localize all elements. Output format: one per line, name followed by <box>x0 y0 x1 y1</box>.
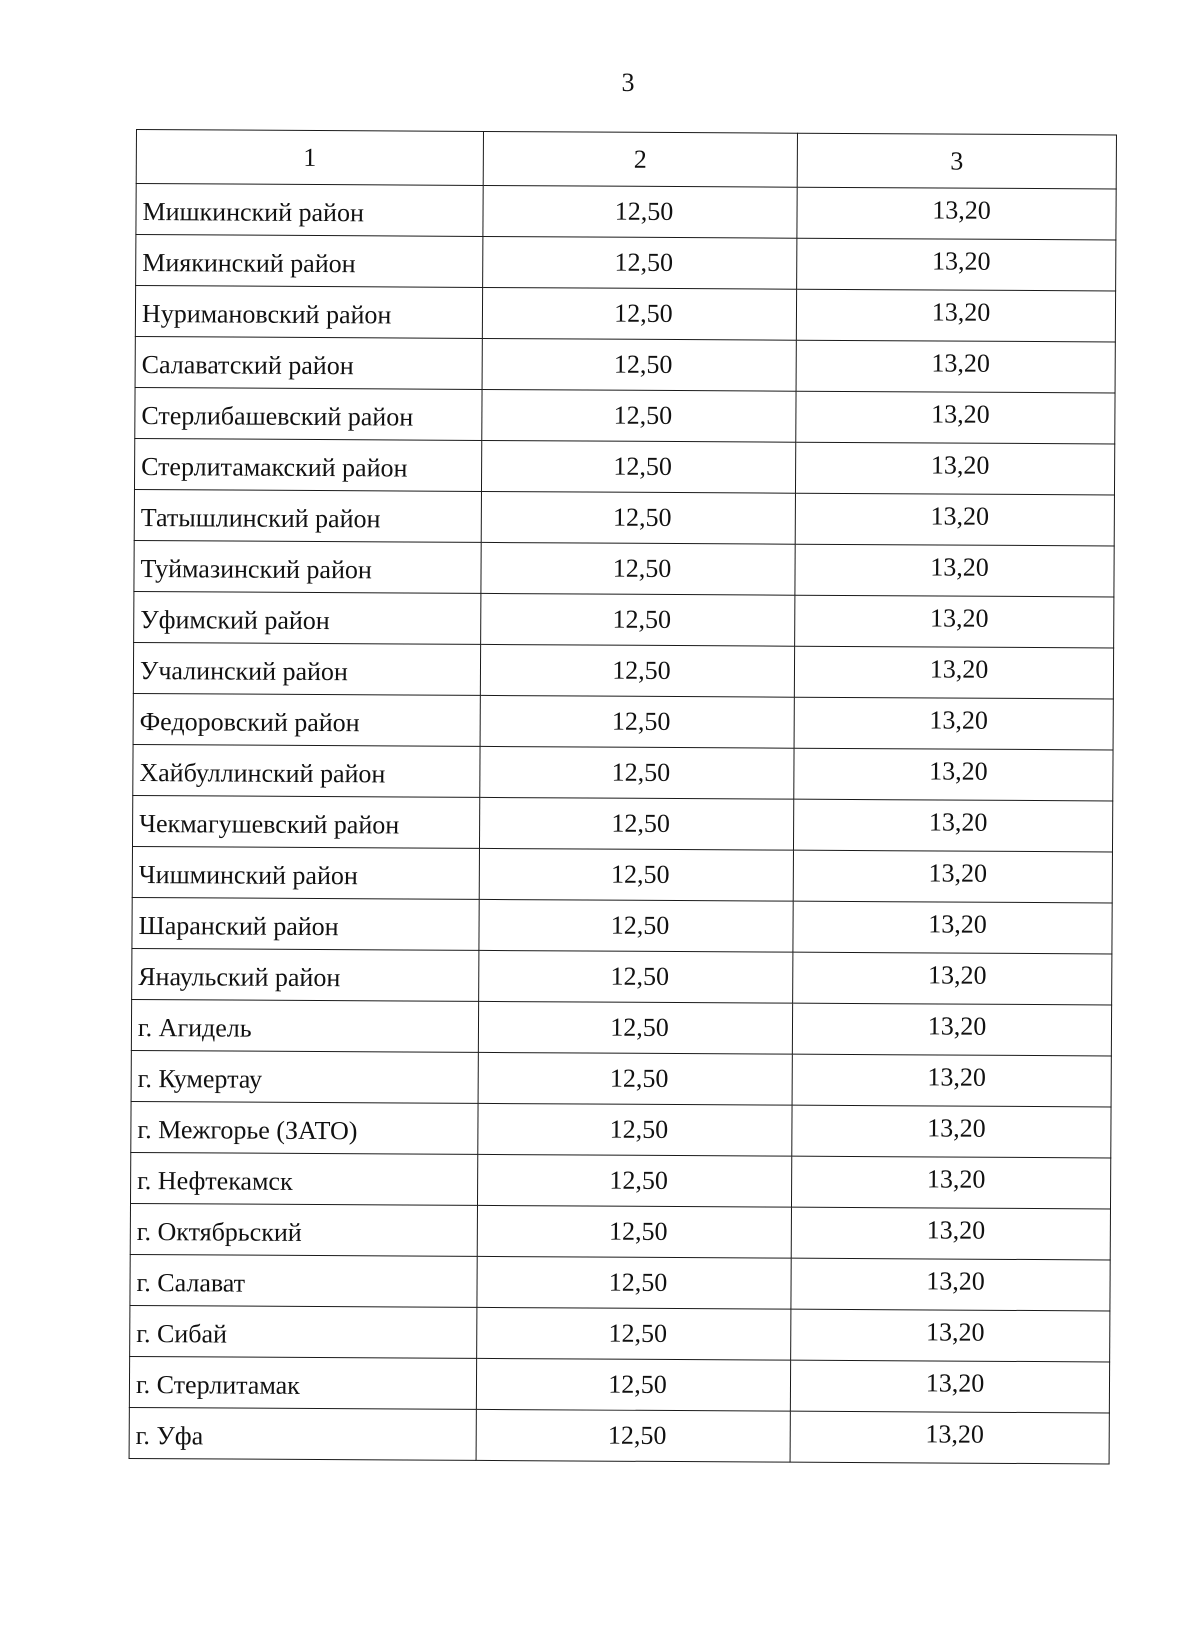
column-2-value-cell: 12,50 <box>478 1103 792 1156</box>
table-row <box>130 1305 1110 1361</box>
column-2-value-cell: 12,50 <box>482 389 796 442</box>
table-row <box>134 438 1114 494</box>
column-header-3: 3 <box>797 133 1116 189</box>
table-row <box>135 336 1115 392</box>
territory-name-cell: г. Кумертау <box>131 1050 478 1103</box>
column-2-value-cell: 12,50 <box>479 848 793 901</box>
territory-name-cell: г. Салават <box>130 1254 477 1307</box>
table-row <box>132 948 1112 1004</box>
column-2-value-cell: 12,50 <box>481 440 795 493</box>
column-2-value-cell: 12,50 <box>477 1307 791 1360</box>
column-3-value-cell: 13,20 <box>793 901 1112 954</box>
territory-name-cell: г. Октябрьский <box>130 1203 477 1256</box>
territory-name-cell: г. Стерлитамак <box>129 1356 476 1409</box>
territory-name-cell: Федоровский район <box>133 693 480 746</box>
column-3-value-cell: 13,20 <box>793 952 1112 1005</box>
territory-name-cell: Стерлибашевский район <box>135 387 482 440</box>
table-body <box>129 184 1116 1464</box>
table-row <box>130 1203 1110 1259</box>
column-3-value-cell: 13,20 <box>794 646 1113 699</box>
column-2-value-cell: 12,50 <box>476 1409 790 1462</box>
table-row <box>134 591 1114 647</box>
territory-name-cell: Стерлитамакский район <box>134 438 481 491</box>
column-3-value-cell: 13,20 <box>792 1003 1111 1056</box>
table-row <box>135 286 1115 342</box>
table-row <box>135 387 1115 443</box>
territory-name-cell: Туймазинский район <box>134 540 481 593</box>
data-table <box>129 129 1117 1464</box>
column-2-value-cell: 12,50 <box>477 1205 791 1258</box>
column-2-value-cell: 12,50 <box>483 236 797 289</box>
column-2-value-cell: 12,50 <box>478 1052 792 1105</box>
table-row <box>136 184 1116 240</box>
column-2-value-cell: 12,50 <box>479 950 793 1003</box>
column-3-value-cell: 13,20 <box>792 1054 1111 1107</box>
table-row <box>132 897 1112 953</box>
territory-name-cell: г. Нефтекамск <box>130 1152 477 1205</box>
column-3-value-cell: 13,20 <box>796 289 1115 342</box>
table-row <box>133 744 1113 800</box>
table-row <box>133 642 1113 698</box>
table-row <box>131 1101 1111 1157</box>
table-container <box>129 129 1116 1464</box>
column-3-value-cell: 13,20 <box>791 1258 1110 1311</box>
column-3-value-cell: 13,20 <box>793 850 1112 903</box>
column-2-value-cell: 12,50 <box>481 491 795 544</box>
territory-name-cell: Янаульский район <box>132 948 479 1001</box>
column-2-value-cell: 12,50 <box>480 644 794 697</box>
column-3-value-cell: 13,20 <box>792 1105 1111 1158</box>
column-2-value-cell: 12,50 <box>480 695 794 748</box>
table-row <box>130 1152 1110 1208</box>
territory-name-cell: Миякинский район <box>136 235 483 288</box>
column-3-value-cell: 13,20 <box>796 340 1115 393</box>
column-3-value-cell: 13,20 <box>791 1309 1110 1362</box>
column-2-value-cell: 12,50 <box>476 1358 790 1411</box>
column-3-value-cell: 13,20 <box>791 1207 1110 1260</box>
table-row <box>136 235 1116 291</box>
column-3-value-cell: 13,20 <box>796 391 1115 444</box>
column-2-value-cell: 12,50 <box>477 1256 791 1309</box>
table-row <box>129 1407 1109 1463</box>
territory-name-cell: г. Агидель <box>131 999 478 1052</box>
table-header-row <box>136 130 1116 189</box>
column-3-value-cell: 13,20 <box>794 697 1113 750</box>
column-3-value-cell: 13,20 <box>793 799 1112 852</box>
table-row <box>132 846 1112 902</box>
territory-name-cell: г. Уфа <box>129 1407 476 1460</box>
column-2-value-cell: 12,50 <box>483 185 797 238</box>
table-row <box>131 1050 1111 1106</box>
territory-name-cell: г. Сибай <box>130 1305 477 1358</box>
territory-name-cell: Хайбуллинский район <box>133 744 480 797</box>
column-3-value-cell: 13,20 <box>795 493 1114 546</box>
column-3-value-cell: 13,20 <box>794 748 1113 801</box>
table-row <box>130 1254 1110 1310</box>
column-2-value-cell: 12,50 <box>479 797 793 850</box>
table-row <box>129 1356 1109 1412</box>
territory-name-cell: г. Межгорье (ЗАТО) <box>131 1101 478 1154</box>
table-row <box>134 489 1114 545</box>
column-3-value-cell: 13,20 <box>797 187 1116 240</box>
column-3-value-cell: 13,20 <box>790 1360 1109 1413</box>
column-3-value-cell: 13,20 <box>795 442 1114 495</box>
column-3-value-cell: 13,20 <box>791 1156 1110 1209</box>
column-3-value-cell: 13,20 <box>795 544 1114 597</box>
table-row <box>131 999 1111 1055</box>
page-number: 3 <box>621 68 635 97</box>
territory-name-cell: Мишкинский район <box>136 184 483 237</box>
column-2-value-cell: 12,50 <box>482 338 796 391</box>
column-2-value-cell: 12,50 <box>481 593 795 646</box>
column-2-value-cell: 12,50 <box>480 746 794 799</box>
table-row <box>134 540 1114 596</box>
column-3-value-cell: 13,20 <box>797 238 1116 291</box>
column-3-value-cell: 13,20 <box>790 1411 1109 1464</box>
territory-name-cell: Уфимский район <box>134 591 481 644</box>
territory-name-cell: Чишминский район <box>132 846 479 899</box>
territory-name-cell: Нуримановский район <box>135 286 482 339</box>
column-2-value-cell: 12,50 <box>479 899 793 952</box>
column-2-value-cell: 12,50 <box>481 542 795 595</box>
column-2-value-cell: 12,50 <box>478 1001 792 1054</box>
column-header-2: 2 <box>483 131 797 187</box>
column-header-1: 1 <box>136 130 483 186</box>
column-2-value-cell: 12,50 <box>477 1154 791 1207</box>
table-row <box>132 795 1112 851</box>
territory-name-cell: Шаранский район <box>132 897 479 950</box>
territory-name-cell: Татышлинский район <box>134 489 481 542</box>
territory-name-cell: Учалинский район <box>133 642 480 695</box>
territory-name-cell: Салаватский район <box>135 336 482 389</box>
column-2-value-cell: 12,50 <box>482 287 796 340</box>
column-3-value-cell: 13,20 <box>795 595 1114 648</box>
table-row <box>133 693 1113 749</box>
territory-name-cell: Чекмагушевский район <box>132 795 479 848</box>
